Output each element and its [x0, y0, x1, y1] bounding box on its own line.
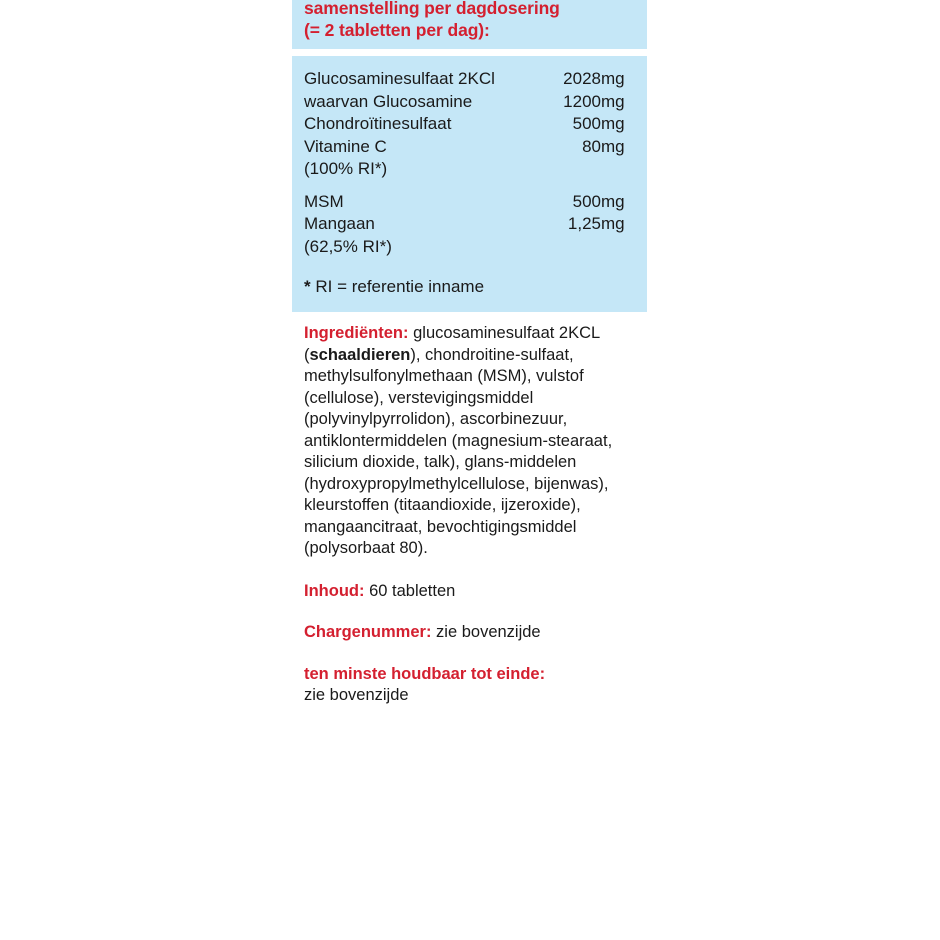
label-body [292, 312, 647, 707]
table-row [304, 68, 635, 91]
nutrient-value: 1,25 [567, 214, 601, 233]
nutrient-value [552, 158, 601, 181]
nutrient-value: 1200 [563, 91, 601, 111]
content-paragraph [304, 581, 635, 603]
table-row [304, 113, 635, 136]
nutrient-unit: mg [601, 136, 625, 156]
nutrition-table-panel [292, 56, 647, 312]
table-row [304, 213, 635, 236]
daily-dose-heading-line-2: (= 2 tabletten per dag): [304, 20, 490, 40]
nutrient-unit: mg [601, 69, 625, 88]
ingredients-paragraph [304, 323, 635, 560]
nutrient-value: 500 [572, 114, 601, 133]
expiry-value: zie bovenzijde [304, 686, 409, 704]
batch-number-paragraph [304, 622, 635, 644]
ingredients-label: Ingrediënten: [304, 324, 409, 342]
nutrient-unit: mg [601, 114, 625, 133]
nutrient-value [552, 236, 601, 259]
panel-divider [292, 49, 647, 56]
nutrient-name: Mangaan [304, 214, 375, 233]
batch-number-label: Chargenummer: [304, 623, 432, 641]
ri-footnote-star: * [304, 277, 311, 296]
content-label: Inhoud: [304, 581, 365, 600]
nutrient-value: 80 [582, 136, 601, 156]
nutrient-unit: mg [601, 91, 625, 111]
nutrient-value: 500 [572, 191, 601, 211]
daily-dose-header-panel [292, 0, 647, 49]
nutrient-name: Glucosaminesulfaat 2KCl [304, 69, 495, 88]
table-row [304, 91, 635, 114]
table-row [304, 136, 635, 159]
nutrient-value: 2028 [563, 69, 601, 88]
nutrient-unit [601, 158, 635, 181]
supplement-label [292, 0, 647, 707]
ingredients-allergen: schaaldieren [309, 345, 411, 364]
table-row [304, 236, 635, 259]
nutrient-name: (62,5% RI*) [304, 236, 392, 256]
nutrient-name: waarvan Glucosamine [304, 91, 473, 111]
nutrition-table [304, 68, 635, 258]
nutrient-name: MSM [304, 191, 344, 211]
table-spacer-row [304, 181, 635, 191]
nutrient-name: Vitamine C [304, 136, 387, 156]
daily-dose-heading-line-1: samenstelling per dagdosering [304, 0, 560, 18]
table-row [304, 191, 635, 214]
expiry-paragraph [304, 664, 635, 707]
ri-footnote [304, 276, 635, 298]
ingredients-text-before-allergen: glucosaminesulfaat 2KCL ( [304, 324, 600, 364]
ri-footnote-text: RI = referentie inname [310, 277, 485, 296]
nutrient-unit: mg [601, 191, 625, 211]
nutrient-unit [601, 236, 635, 259]
nutrient-unit: mg [601, 214, 625, 233]
table-row [304, 158, 635, 181]
expiry-label: ten minste houdbaar tot einde: [304, 664, 546, 683]
nutrient-name: (100% RI*) [304, 159, 388, 178]
batch-number-value: zie bovenzijde [431, 623, 541, 641]
content-value: 60 tabletten [364, 581, 456, 600]
nutrient-name: Chondroïtinesulfaat [304, 114, 452, 133]
ingredients-text-after-allergen: ), chondroitine-sulfaat, methylsulfonylmethaan (MSM), vulstof (cellulose), verstevigingsmiddel (polyvinylpyrrolidon), ascorbinezuur, antiklontermiddelen (magnesium-stearaat, silicium dioxide, talk), glans-middelen (hydroxypropylmethylcellulose, bijenwas), kleurstoffen (titaandioxide, ijzeroxide), mangaancitraat, bevochtigingsmiddel (polysorbaat 80). [304, 345, 613, 557]
